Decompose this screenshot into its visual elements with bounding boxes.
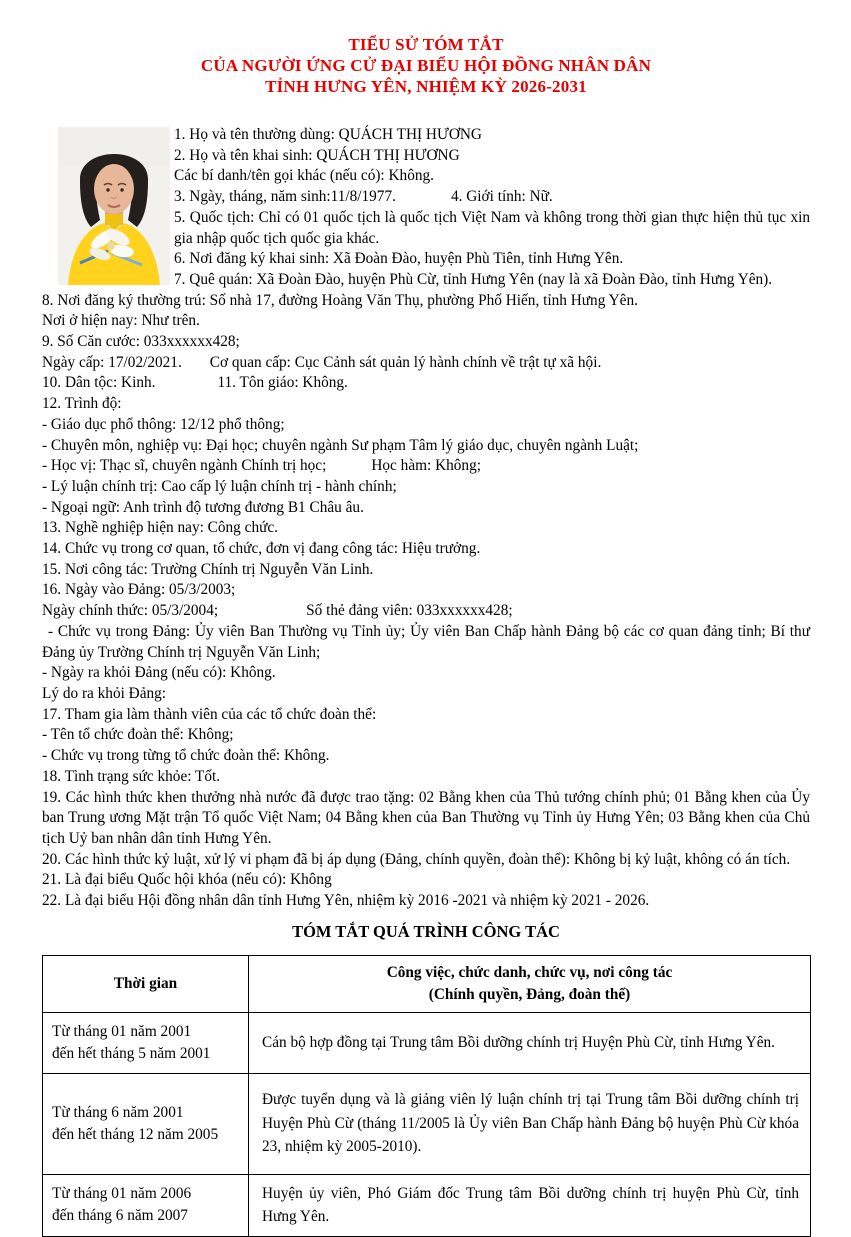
info-line-text: - Chức vụ trong Đảng: Ủy viên Ban Thường vụ Tỉnh ủy; Ủy viên Ban Chấp hành Đảng bộ các cơ quan đảng tỉnh; Bí thư Đảng ủy Trường Chính trị Nguyễn Văn Linh; [42, 622, 810, 661]
candidate-photo [58, 127, 170, 285]
info-line-text: 11. Tôn giáo: Không. [217, 374, 348, 392]
info-line [42, 311, 810, 332]
career-period-line: Từ tháng 01 năm 2006 [52, 1185, 192, 1203]
info-line-text: Lý do ra khỏi Đảng: [42, 684, 167, 702]
info-line [42, 560, 810, 581]
info-line [42, 663, 810, 684]
info-line-text: Số thẻ đảng viên: 033xxxxxx428; [306, 602, 513, 620]
career-period-line: đến hết tháng 5 năm 2001 [52, 1044, 211, 1062]
info-line-text: 6. Nơi đăng ký khai sinh: Xã Đoàn Đào, huyện Phù Tiên, tỉnh Hưng Yên. [174, 250, 624, 268]
info-line [42, 394, 810, 415]
info-line-text: 3. Ngày, tháng, năm sinh:11/8/1977. [174, 188, 396, 206]
career-period-line: đến tháng 6 năm 2007 [52, 1207, 188, 1225]
info-line-text: - Giáo dục phổ thông: 12/12 phổ thông; [42, 415, 285, 433]
career-period-cell [43, 1073, 249, 1174]
info-line [42, 332, 810, 353]
info-line [42, 518, 810, 539]
info-line-text: - Lý luận chính trị: Cao cấp lý luận chính trị - hành chính; [42, 477, 397, 495]
info-line-text: - Chuyên môn, nghiệp vụ: Đại học; chuyên ngành Sư phạm Tâm lý giáo dục, chuyên ngành Luật; [42, 436, 639, 454]
info-line [42, 725, 810, 746]
info-line-text: - Ngày ra khỏi Đảng (nếu có): Không. [42, 664, 276, 682]
info-line-text: Ngày cấp: 17/02/2021. [42, 353, 182, 371]
info-line-text: 18. Tình trạng sức khỏe: Tốt. [42, 767, 221, 785]
info-line-text: - Tên tổ chức đoàn thể: Không; [42, 726, 234, 744]
career-row [43, 1073, 811, 1174]
info-line [42, 746, 810, 767]
info-line-text: 15. Nơi công tác: Trường Chính trị Nguyễn Văn Linh. [42, 560, 374, 578]
info-line [42, 622, 810, 663]
document-title-line2: CỦA NGƯỜI ỨNG CỬ ĐẠI BIỂU HỘI ĐỒNG NHÂN DÂN [200, 56, 652, 75]
biography-section [42, 125, 810, 912]
career-work-cell: Được tuyển dụng và là giảng viên lý luận chính trị tại Trung tâm Bồi dưỡng chính trị Huyện Phù Cừ (tháng 11/2005 là Ủy viên Ban Chấp hành Đảng bộ huyện Phù Cừ khóa 23, nhiệm kỳ 2005-2010). [249, 1073, 811, 1174]
info-line-text: 14. Chức vụ trong cơ quan, tổ chức, đơn vị đang công tác: Hiệu trưởng. [42, 540, 481, 558]
info-line [42, 850, 810, 871]
info-line [42, 870, 810, 891]
career-period-line: đến hết tháng 12 năm 2005 [52, 1125, 219, 1143]
info-line [42, 580, 810, 601]
info-line [42, 539, 810, 560]
document-title-line3: TỈNH HƯNG YÊN, NHIỆM KỲ 2026-2031 [265, 77, 587, 96]
info-line-text: Nơi ở hiện nay: Như trên. [42, 312, 200, 330]
info-line [42, 684, 810, 705]
career-work-cell: Cán bộ hợp đồng tại Trung tâm Bồi dưỡng chính trị Huyện Phù Cừ, tỉnh Hưng Yên. [249, 1012, 811, 1073]
career-header-work-line1: Công việc, chức danh, chức vụ, nơi công tác [386, 963, 673, 981]
career-table-body [43, 1012, 811, 1236]
career-period-cell [43, 1012, 249, 1073]
info-line-text: 17. Tham gia làm thành viên của các tổ chức đoàn thể: [42, 705, 377, 723]
info-line [42, 456, 810, 477]
info-line [42, 767, 810, 788]
career-period-line: Từ tháng 01 năm 2001 [52, 1022, 192, 1040]
document-title-line1: TIỂU SỬ TÓM TẮT [348, 35, 504, 54]
career-table [42, 955, 811, 1237]
info-line-text: 1. Họ và tên thường dùng: QUÁCH THỊ HƯƠNG [174, 126, 482, 143]
info-line-text: Ngày chính thức: 05/3/2004; [42, 602, 219, 620]
info-line-text: Các bí danh/tên gọi khác (nếu có): Không. [174, 167, 434, 185]
info-line-text: 22. Là đại biểu Hội đồng nhân dân tỉnh Hưng Yên, nhiệm kỳ 2016 -2021 và nhiệm kỳ 2021 - 2026. [42, 892, 650, 910]
career-header-time: Thời gian [43, 955, 249, 1012]
career-header-work-line2: (Chính quyền, Đảng, đoàn thể) [428, 985, 631, 1003]
career-header-work [249, 955, 811, 1012]
info-line [42, 353, 810, 374]
document-title [42, 34, 810, 97]
info-line-text: - Ngoại ngữ: Anh trình độ tương đương B1 Châu âu. [42, 498, 364, 516]
career-table-header-row [43, 955, 811, 1012]
info-line-text: 2. Họ và tên khai sinh: QUÁCH THỊ HƯƠNG [174, 146, 460, 164]
career-row [43, 1012, 811, 1073]
info-line [42, 415, 810, 436]
info-line-text: 8. Nơi đăng ký thường trú: Số nhà 17, đường Hoàng Văn Thụ, phường Phố Hiến, tỉnh Hưng Yên. [42, 291, 638, 309]
info-line [42, 891, 810, 912]
career-period-cell [43, 1174, 249, 1236]
info-line-text: 5. Quốc tịch: Chỉ có 01 quốc tịch là quốc tịch Việt Nam và không trong thời gian thực hiện thủ tục xin gia nhập quốc tịch quốc gia khác. [174, 208, 810, 247]
info-line [42, 477, 810, 498]
info-line-text: - Chức vụ trong từng tổ chức đoàn thể: Không. [42, 747, 330, 765]
info-line-text: 10. Dân tộc: Kinh. [42, 374, 156, 392]
career-row [43, 1174, 811, 1236]
info-line [42, 291, 810, 312]
info-line-text: 4. Giới tính: Nữ. [450, 188, 553, 206]
career-section-title: TÓM TẮT QUÁ TRÌNH CÔNG TÁC [292, 921, 560, 941]
info-line-text: Cơ quan cấp: Cục Cảnh sát quản lý hành chính về trật tự xã hội. [209, 353, 602, 371]
info-line [42, 498, 810, 519]
info-line-text: 21. Là đại biểu Quốc hội khóa (nếu có): Không [42, 871, 332, 889]
info-line [42, 373, 810, 394]
info-line-text: 20. Các hình thức kỷ luật, xử lý vi phạm đã bị áp dụng (Đảng, chính quyền, đoàn thể): Không bị kỷ luật, không có án tích. [42, 850, 791, 868]
info-line-text: 7. Quê quán: Xã Đoàn Đào, huyện Phù Cừ, tỉnh Hưng Yên (nay là xã Đoàn Đào, tỉnh Hưng Yên). [174, 270, 773, 288]
info-line-text: 16. Ngày vào Đảng: 05/3/2003; [42, 581, 236, 599]
info-line-text: Học hàm: Không; [371, 457, 481, 475]
info-line [42, 601, 810, 622]
info-line-text: 9. Số Căn cước: 033xxxxxx428; [42, 333, 240, 351]
info-line-text: 13. Nghề nghiệp hiện nay: Công chức. [42, 519, 278, 537]
career-work-cell: Huyện ủy viên, Phó Giám đốc Trung tâm Bồi dưỡng chính trị huyện Phù Cừ, tỉnh Hưng Yên. [249, 1174, 811, 1236]
info-line [42, 436, 810, 457]
career-period-line: Từ tháng 6 năm 2001 [52, 1103, 184, 1121]
info-line-text: 19. Các hình thức khen thưởng nhà nước đã được trao tặng: 02 Bằng khen của Thủ tướng chính phủ; 01 Bằng khen của Ủy ban Trung ương Mặt trận Tổ quốc Việt Nam; 04 Bằng khen của Ban Thường vụ Tỉnh ủy Hưng Yên; 03 Bằng khen của Chủ tịch Uỷ ban nhân dân tỉnh Hưng Yên. [42, 788, 810, 847]
candidate-photo-illustration [58, 127, 170, 285]
info-line-text: 12. Trình độ: [42, 395, 122, 413]
info-line [42, 788, 810, 850]
info-line [42, 705, 810, 726]
info-line-text: - Học vị: Thạc sĩ, chuyên ngành Chính trị học; [42, 457, 327, 475]
